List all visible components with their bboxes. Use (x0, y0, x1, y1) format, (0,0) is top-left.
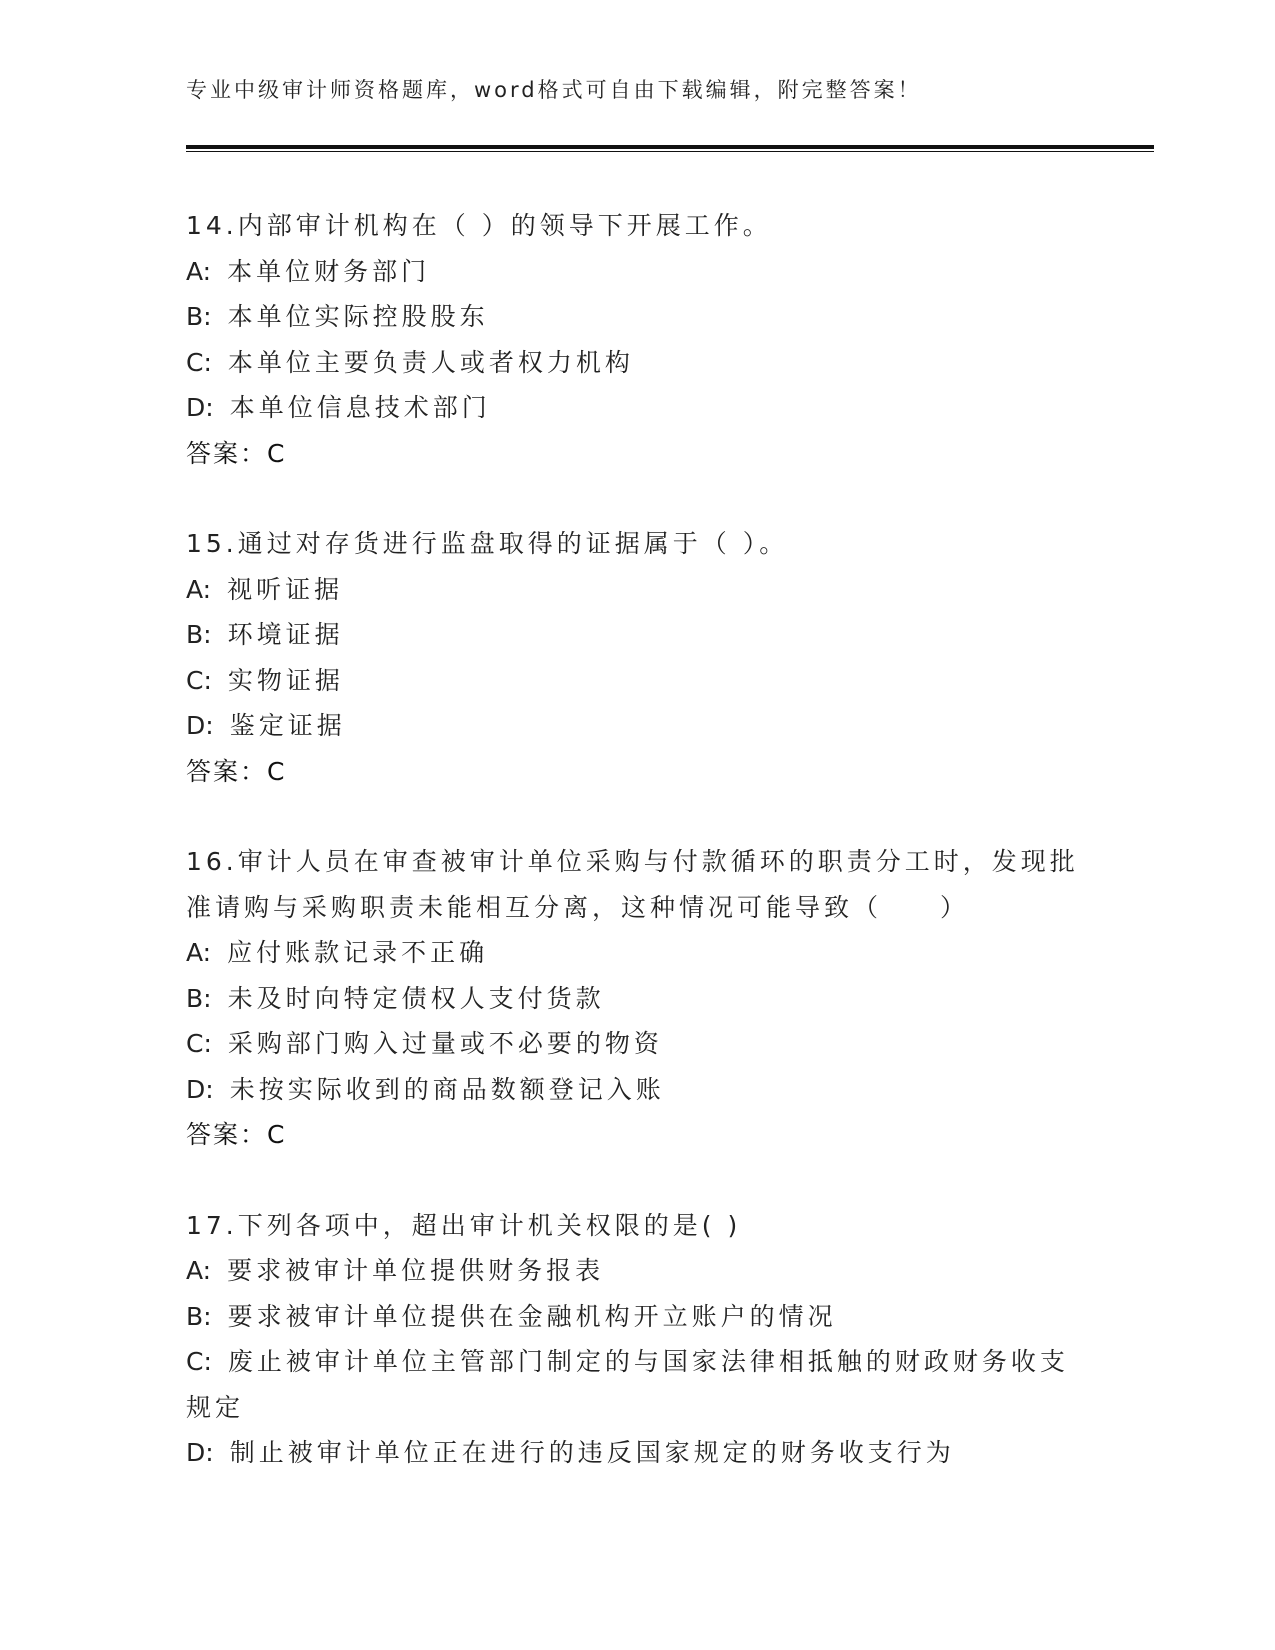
option-text: 本单位信息技术部门 (229, 393, 491, 422)
option-a (186, 1248, 1086, 1294)
option-text: 本单位主要负责人或者权力机构 (227, 347, 634, 377)
option-letter: C: (186, 1029, 212, 1058)
option-letter: D: (186, 1074, 214, 1104)
option-text: 未按实际收到的商品数额登记入账 (229, 1074, 665, 1104)
option-a (186, 930, 1086, 976)
header-rule-thin (186, 151, 1154, 152)
option-letter: B: (186, 620, 212, 649)
option-letter: A: (186, 938, 212, 967)
option-text: 本单位财务部门 (227, 256, 431, 286)
option-text: 制止被审计单位正在进行的违反国家规定的财务收支行为 (229, 1438, 955, 1467)
option-c-continuation: 规定 (186, 1392, 245, 1422)
option-letter: B: (186, 302, 212, 331)
option-letter: A: (186, 1256, 212, 1285)
option-letter: A: (186, 256, 212, 286)
question-stem: 17.下列各项中，超出审计机关权限的是( ) (186, 1210, 742, 1240)
option-d (186, 385, 1086, 431)
option-c (186, 340, 1086, 386)
option-b (186, 976, 1086, 1022)
option-b (186, 294, 1086, 340)
option-c (186, 1339, 1086, 1385)
option-text: 废止被审计单位主管部门制定的与国家法律相抵触的财政财务收支 (227, 1347, 1069, 1376)
answer-label: 答案：C (186, 438, 287, 468)
option-c (186, 658, 1086, 704)
question-16 (186, 839, 1086, 1158)
question-14 (186, 203, 1086, 476)
option-text: 未及时向特定债权人支付货款 (227, 983, 605, 1013)
option-text: 采购部门购入过量或不必要的物资 (227, 1029, 663, 1058)
option-b (186, 1294, 1086, 1340)
option-text: 环境证据 (227, 620, 344, 649)
answer-label: 答案：C (186, 1120, 287, 1149)
option-c (186, 1021, 1086, 1067)
question-stem-line-1: 16.审计人员在审查被审计单位采购与付款循环的职责分工时，发现批 (186, 847, 1079, 876)
option-letter: C: (186, 1347, 212, 1376)
header-rule-thick (186, 145, 1154, 149)
option-letter: C: (186, 347, 212, 377)
option-letter: D: (186, 393, 214, 422)
option-letter: B: (186, 1301, 212, 1331)
option-a (186, 249, 1086, 295)
option-text: 要求被审计单位提供在金融机构开立账户的情况 (227, 1301, 837, 1331)
answer-label: 答案：C (186, 756, 287, 786)
option-a (186, 567, 1086, 613)
option-d (186, 703, 1086, 749)
option-letter: D: (186, 711, 214, 740)
option-text: 要求被审计单位提供财务报表 (227, 1256, 605, 1285)
option-d (186, 1430, 1086, 1476)
option-text: 鉴定证据 (229, 711, 346, 740)
option-letter: A: (186, 574, 212, 604)
question-15 (186, 521, 1086, 794)
question-17 (186, 1203, 1086, 1476)
option-text: 实物证据 (227, 665, 344, 695)
option-text: 应付账款记录不正确 (227, 938, 489, 967)
question-stem: 15.通过对存货进行监盘取得的证据属于（ ）。 (186, 529, 789, 558)
question-stem: 14.内部审计机构在（ ）的领导下开展工作。 (186, 211, 772, 240)
option-text: 本单位实际控股股东 (227, 302, 489, 331)
question-list (186, 203, 1086, 1476)
option-letter: B: (186, 983, 212, 1013)
option-text: 视听证据 (227, 574, 344, 604)
option-letter: D: (186, 1438, 214, 1467)
page-header: 专业中级审计师资格题库，word格式可自由下载编辑，附完整答案！ (186, 78, 922, 102)
option-letter: C: (186, 665, 212, 695)
option-b (186, 612, 1086, 658)
question-stem-line-2: 准请购与采购职责未能相互分离，这种情况可能导致（ ） (186, 892, 970, 922)
option-d (186, 1067, 1086, 1113)
